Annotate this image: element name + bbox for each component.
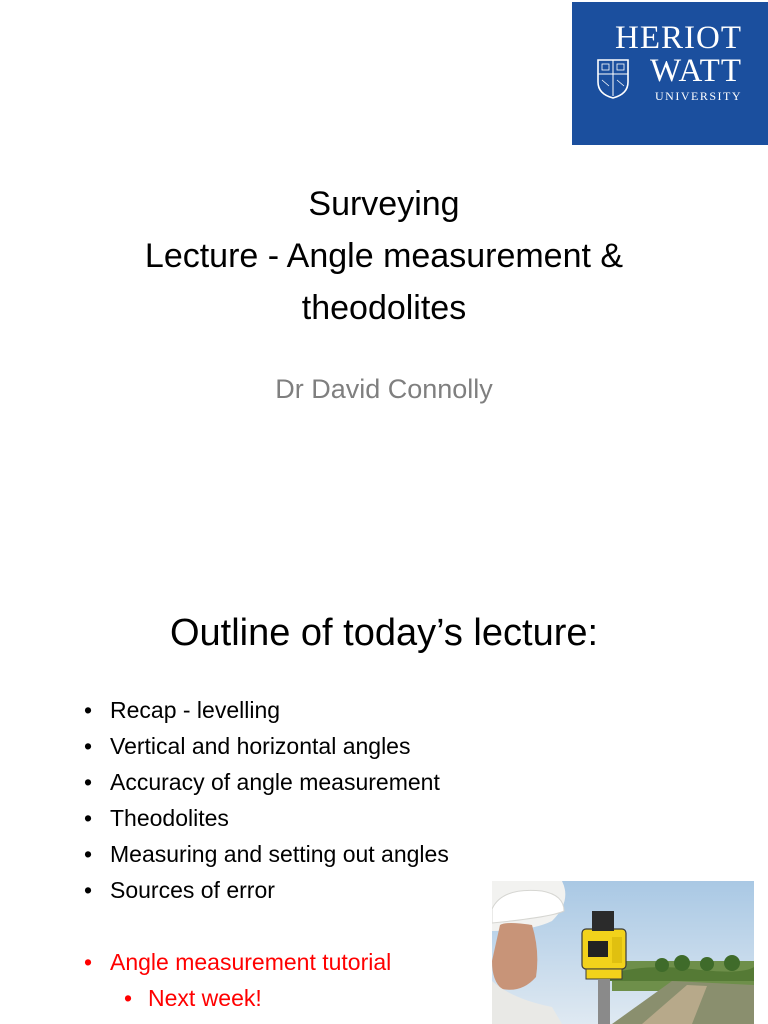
heriot-watt-logo bbox=[572, 2, 768, 145]
logo-university: UNIVERSITY bbox=[655, 89, 742, 103]
list-item: • Recap - levelling bbox=[84, 692, 449, 728]
list-item: • Measuring and setting out angles bbox=[84, 836, 449, 872]
outline-list bbox=[84, 692, 449, 908]
logo-watt: WATT bbox=[650, 53, 742, 89]
surveyor-photo bbox=[492, 881, 754, 1024]
tutorial-sub-bullet: • Next week! bbox=[84, 980, 391, 1016]
list-item: • Accuracy of angle measurement bbox=[84, 764, 449, 800]
tutorial-bullet: • Angle measurement tutorial bbox=[84, 944, 391, 980]
outline-heading: Outline of today’s lecture: bbox=[169, 612, 599, 654]
tutorial-list bbox=[84, 944, 391, 1016]
list-item: • Sources of error bbox=[84, 872, 449, 908]
list-item: • Vertical and horizontal angles bbox=[84, 728, 449, 764]
title-line-3: theodolites bbox=[301, 289, 467, 327]
slide-title bbox=[0, 178, 768, 334]
author-name: Dr David Connolly bbox=[275, 374, 493, 404]
outline-slide bbox=[0, 512, 768, 1024]
title-line-2: Lecture - Angle measurement & bbox=[144, 237, 624, 275]
title-line-1: Surveying bbox=[308, 185, 460, 223]
crest-icon bbox=[596, 58, 630, 100]
logo-heriot: HERIOT bbox=[615, 20, 742, 56]
list-item: • Theodolites bbox=[84, 800, 449, 836]
